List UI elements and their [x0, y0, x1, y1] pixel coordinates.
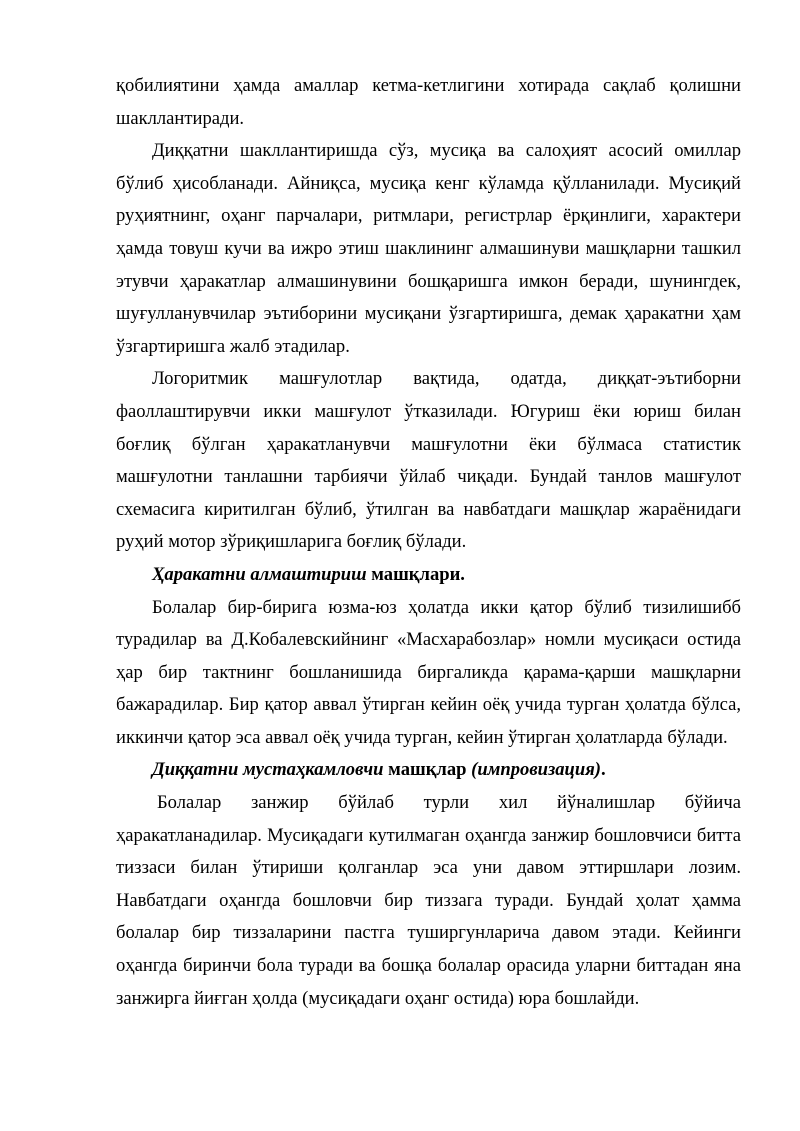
paragraph-3: Логоритмик машғулотлар вақтида, одатда, диққат-эътиборни фаоллаштирувчи икки машғулот ўтказилади. Югуриш ёки юриш билан боғлиқ бўлган ҳаракатланувчи машғулотни ёки бўлмаса статистик машғулотни танлашни тарбиячи ўйлаб чиқади. Бундай танлов машғулот схемасига киритилган бўлиб, ўтилган ва навбатдаги машқлар жараёнидаги руҳий мотор зўриқишларига боғлиқ бўлади. [116, 368, 741, 553]
paragraph-2: Диққатни шакллантиришда сўз, мусиқа ва салоҳият асосий омиллар бўлиб ҳисобланади. Айниқса, мусиқа кенг кўламда қўлланилади. Мусиқий руҳиятнинг, оҳанг парчалари, ритмлари, регистрлар ёрқинлиги, характери ҳамда товуш кучи ва ижро этиш шаклининг алмашинуви машқларни ташкил этувчи ҳаракатлар алмашинувини бошқаришга имкон беради, шунингдек, шуғулланувчилар эътиборини мусиқани ўзгартиришга, демак ҳаракатни ҳам ўзгартиришга жалб этадилар. [116, 140, 741, 357]
section-heading-movement-change [116, 559, 741, 592]
paragraph-1: қобилиятини ҳамда амаллар кетма-кетлигини хотирада сақлаб қолишни шакллантиради. [116, 75, 741, 129]
heading-italic-part: Диққатни мустаҳкамловчи [152, 759, 384, 781]
paragraph-7: Болалар занжир бўйлаб турли хил йўналишлар бўйича ҳаракатланадилар. Мусиқадаги кутилмаган оҳангда занжир бошловчиси битта тиззаси билан ўтириши қолганлар эса уни давом эттиршлари лозим. Навбатдаги оҳангда бошловчи бир тиззага туради. Бундай ҳолат ҳамма болалар бир тиззаларини пастга туширгунларича давом этади. Кейинги оҳангда биринчи бола туради ва бошқа болалар орасида уларни биттадан яна занжирга йиғган ҳолда (мусиқадаги оҳанг остида) юра бошлайди. [116, 792, 741, 1009]
heading-italic-part: Ҳаракатни алмаштириш [152, 563, 367, 585]
heading-italic-tail: (импровизация) [466, 759, 601, 781]
heading-bold-part: машқлар [383, 759, 467, 781]
paragraph-5: Болалар бир-бирига юзма-юз ҳолатда икки қатор бўлиб тизилишибб турадилар ва Д.Кобалевскийнинг «Масхарабозлар» номли мусиқаси остида ҳар бир тактнинг бошланишида биргаликда қарама-қарши машқларни бажарадилар. Бир қатор аввал ўтирган кейин оёқ учида турган ҳолатда бўлса, иккинчи қатор эса аввал оёқ учида турган, кейин ўтирган ҳолатларда бўлади. [116, 596, 741, 748]
heading-end: . [601, 759, 606, 781]
heading-bold-part: машқлари. [366, 563, 465, 585]
document-page [116, 70, 741, 1015]
section-heading-attention [116, 754, 741, 787]
